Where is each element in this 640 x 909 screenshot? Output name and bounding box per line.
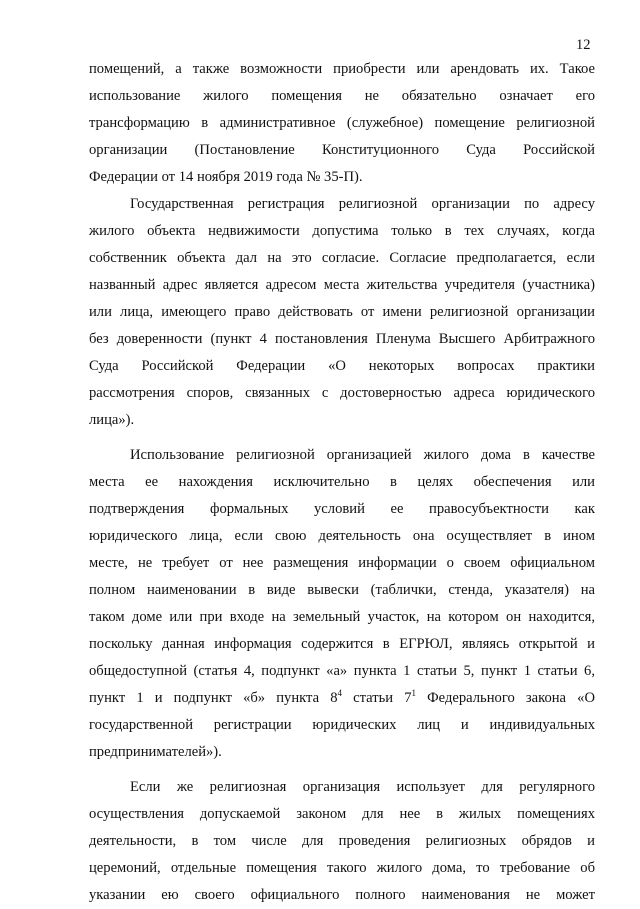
- text-line: деятельности, в том числе для проведения религиозных обрядов и: [89, 833, 595, 849]
- text-line: предпринимателей»).: [89, 744, 222, 760]
- paragraph-2: [89, 191, 595, 434]
- text-line: поскольку данная информация содержится в ЕГРЮЛ, являясь открытой и: [89, 636, 595, 652]
- text-line: без доверенности (пункт 4 постановления Пленума Высшего Арбитражного: [89, 331, 595, 347]
- superscript: 1: [411, 688, 417, 698]
- page-number: 12: [576, 37, 591, 53]
- text-line: таком доме или при входе на земельный участок, на котором он находится,: [89, 609, 595, 625]
- text-fragment: Федерального закона «О: [416, 690, 595, 706]
- paragraph-4: [89, 774, 595, 909]
- text-line: трансформацию в административное (служебное) помещение религиозной: [89, 115, 595, 131]
- paragraph-gap: [89, 766, 595, 774]
- text-line: рассмотрения споров, связанных с достоверностью адреса юридического: [89, 385, 595, 401]
- paragraph-1: [89, 56, 595, 191]
- text-line: названный адрес является адресом места жительства учредителя (участника): [89, 277, 595, 293]
- text-line: Использование религиозной организацией жилого дома в качестве: [130, 447, 595, 463]
- text-line-with-superscripts: [89, 685, 595, 712]
- text-line: месте, не требует от нее размещения информации о своем официальном: [89, 555, 595, 571]
- paragraph-gap: [89, 434, 595, 442]
- text-line: церемоний, отдельные помещения такого жилого дома, то требование об: [89, 860, 595, 876]
- text-line: жилого объекта недвижимости допустима только в тех случаях, когда: [89, 223, 595, 239]
- text-line: указании ею своего официального полного наименования не может: [89, 887, 595, 903]
- text-line: лица»).: [89, 412, 135, 428]
- text-line: юридического лица, если свою деятельность она осуществляет в ином: [89, 528, 595, 544]
- text-line: Федерации от 14 ноября 2019 года № 35-П).: [89, 169, 363, 185]
- text-line: общедоступной (статья 4, подпункт «а» пункта 1 статьи 5, пункт 1 статьи 6,: [89, 663, 595, 679]
- document-body: [89, 56, 595, 909]
- text-line: Суда Российской Федерации «О некоторых вопросах практики: [89, 358, 595, 374]
- text-fragment: пункт 1 и подпункт «б» пункта 8: [89, 690, 338, 706]
- text-line: или лица, имеющего право действовать от имени религиозной организации: [89, 304, 595, 320]
- text-line: собственник объекта дал на это согласие. Согласие предполагается, если: [89, 250, 595, 266]
- text-line: помещений, а также возможности приобрести или арендовать их. Такое: [89, 61, 595, 77]
- text-line: государственной регистрации юридических лиц и индивидуальных: [89, 717, 595, 733]
- text-line: Государственная регистрация религиозной организации по адресу: [130, 196, 595, 212]
- paragraph-3: [89, 442, 595, 766]
- text-fragment: статьи 7: [342, 690, 412, 706]
- superscript: 4: [337, 688, 342, 698]
- text-line: осуществления допускаемой законом для нее в жилых помещениях: [89, 806, 595, 822]
- text-line: Если же религиозная организация использует для регулярного: [130, 779, 595, 795]
- text-line: места ее нахождения исключительно в целях обеспечения или: [89, 474, 595, 490]
- text-line: использование жилого помещения не обязательно означает его: [89, 88, 595, 104]
- text-line: подтверждения формальных условий ее правосубъектности как: [89, 501, 595, 517]
- text-line: организации (Постановление Конституционного Суда Российской: [89, 142, 595, 158]
- text-line: полном наименовании в виде вывески (таблички, стенда, указателя) на: [89, 582, 595, 598]
